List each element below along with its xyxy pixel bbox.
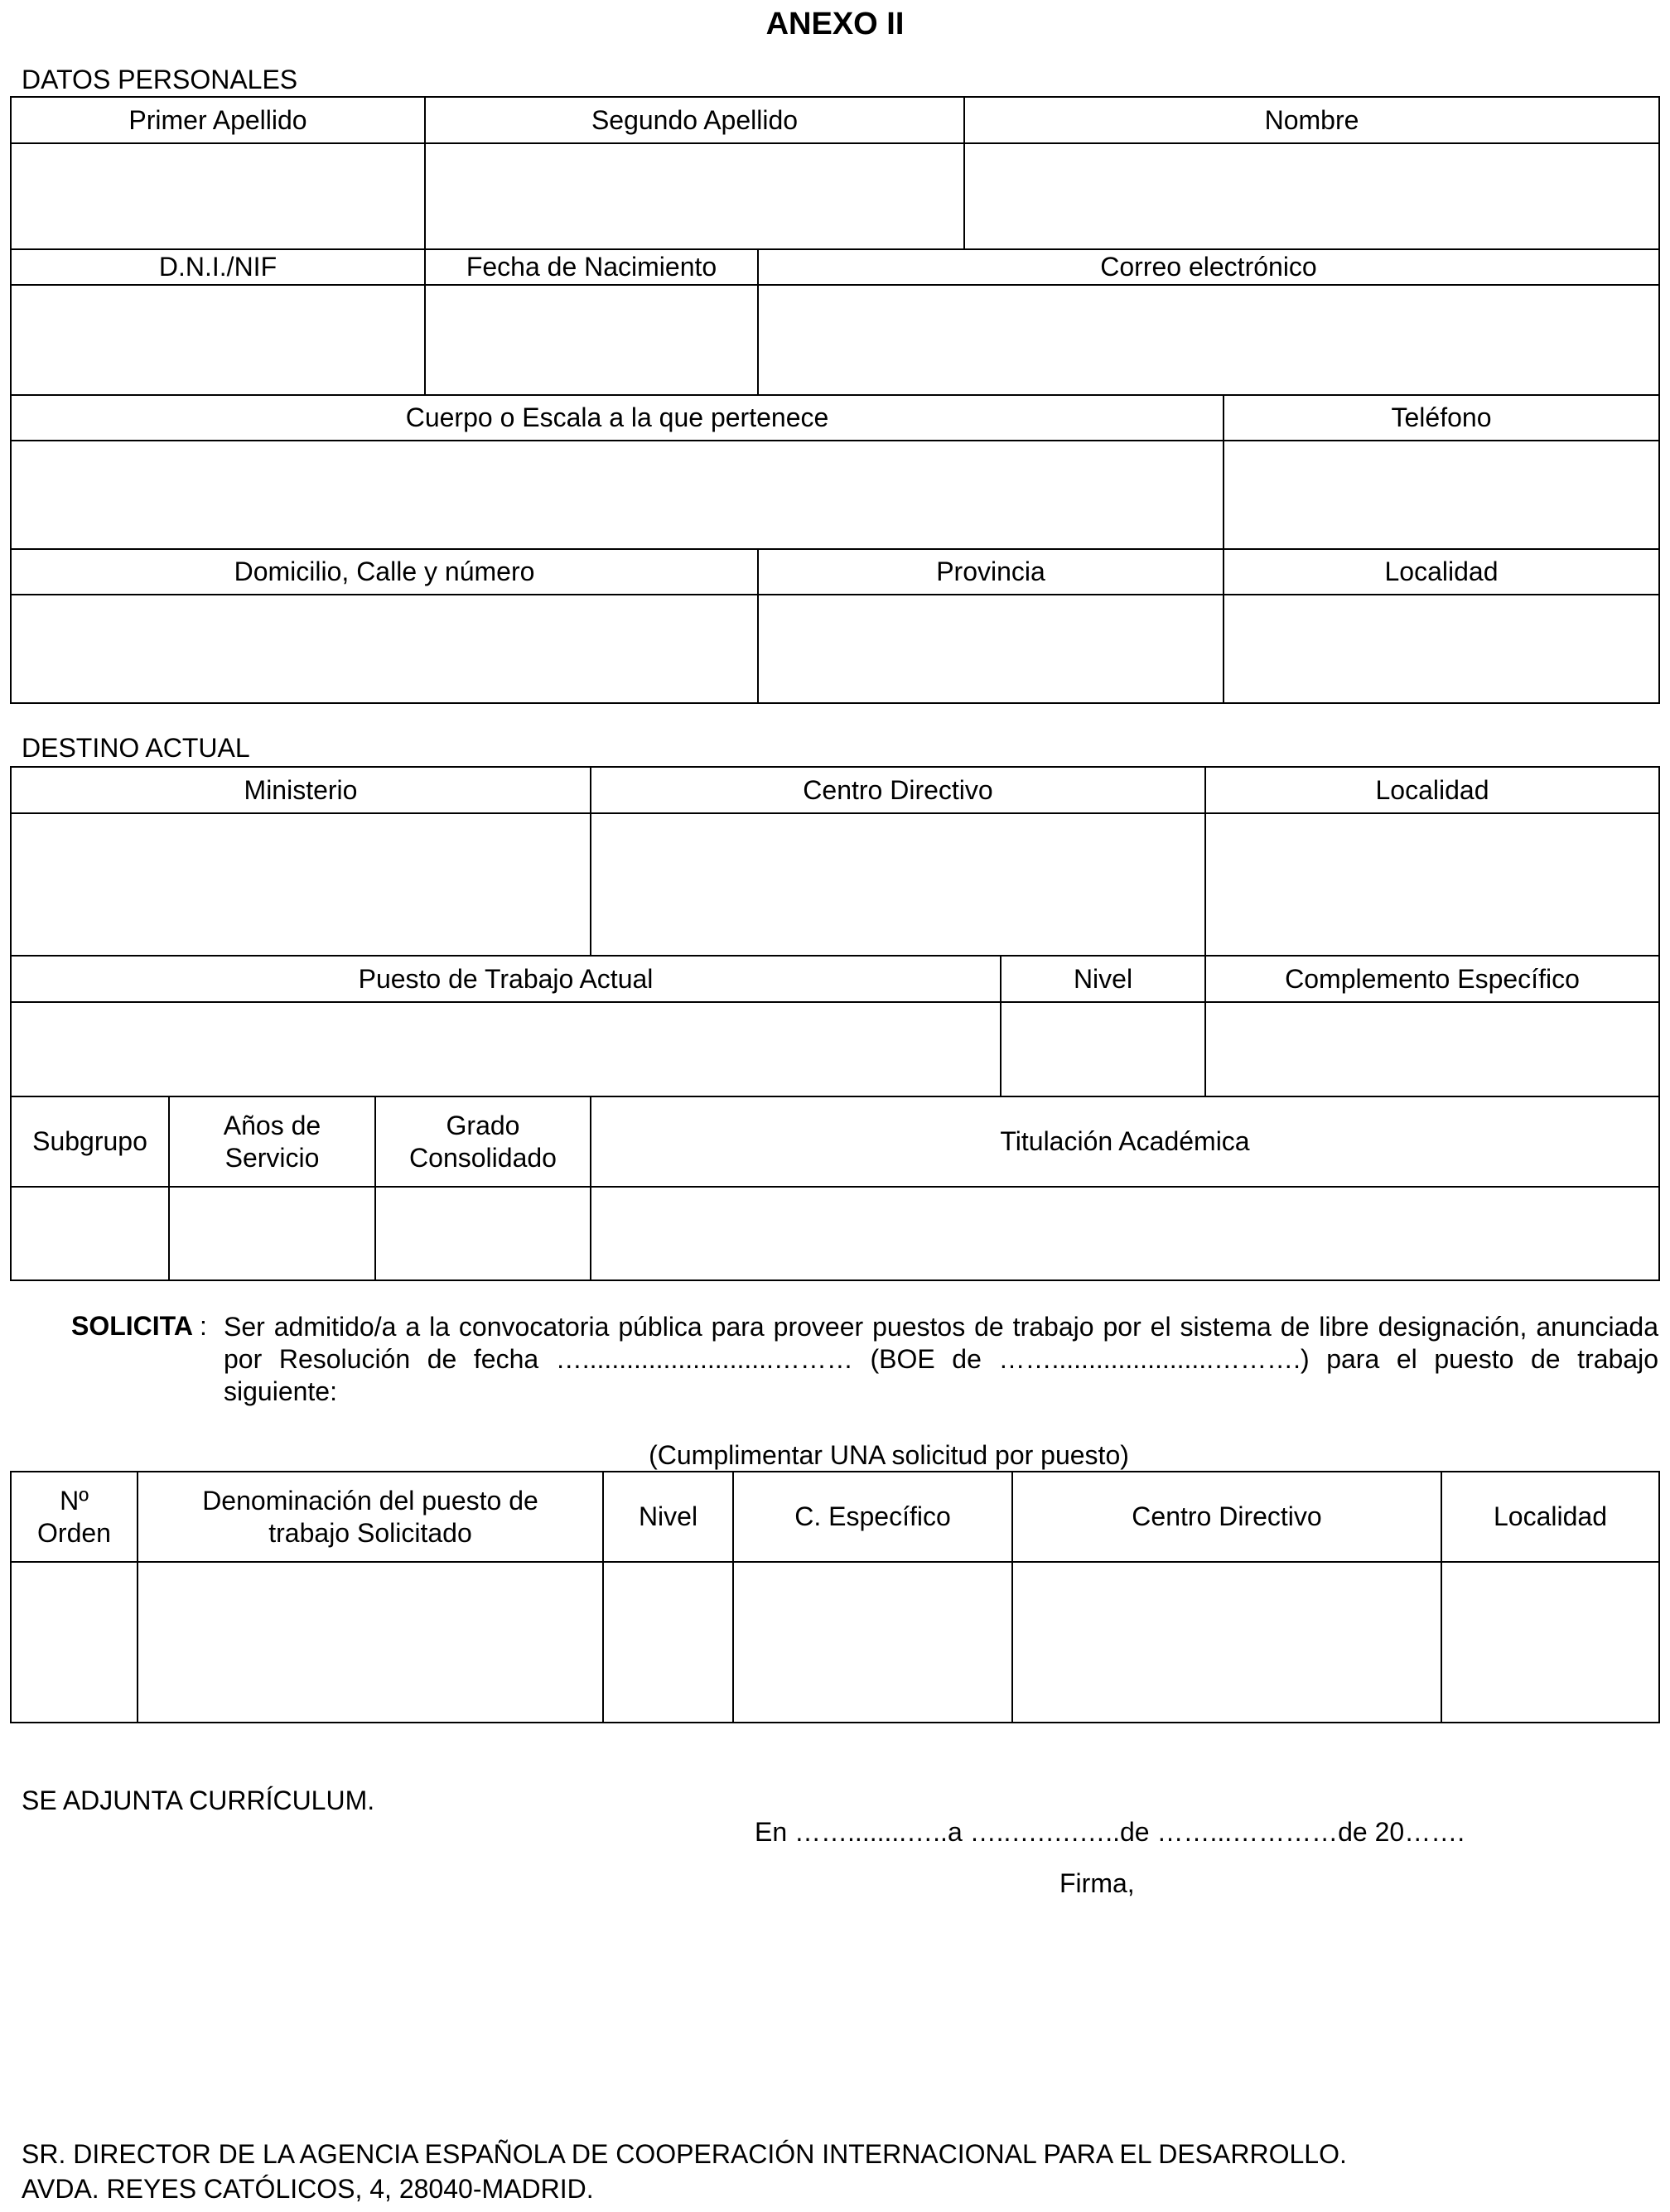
centro-directivo-label: Centro Directivo: [591, 767, 1205, 813]
provincia-field[interactable]: [758, 595, 1224, 703]
personal-data-table-2: [10, 248, 1660, 396]
anos-servicio-label: [169, 1096, 375, 1187]
telefono-field[interactable]: [1224, 441, 1659, 549]
cuerpo-label: Cuerpo o Escala a la que pertenece: [11, 395, 1224, 441]
anos-servicio-line-2: Servicio: [224, 1142, 320, 1173]
anos-servicio-field[interactable]: [169, 1187, 375, 1280]
subgrupo-field[interactable]: [11, 1187, 169, 1280]
puesto-nivel-field[interactable]: [603, 1562, 733, 1723]
grado-line-1: Grado: [446, 1110, 520, 1140]
denominacion-field[interactable]: [138, 1562, 603, 1723]
denominacion-header-line-2: trabajo Solicitado: [268, 1517, 472, 1548]
nombre-label: Nombre: [964, 97, 1659, 143]
solicita-label: SOLICITA: [71, 1311, 193, 1341]
one-request-note: (Cumplimentar UNA solicitud por puesto): [649, 1440, 1129, 1470]
titulacion-label: Titulación Académica: [591, 1096, 1659, 1187]
solicita-colon: :: [200, 1311, 207, 1341]
domicilio-label: Domicilio, Calle y número: [11, 549, 758, 595]
denominacion-header: [138, 1472, 603, 1562]
puesto-actual-label: Puesto de Trabajo Actual: [11, 956, 1001, 1002]
grado-label: [375, 1096, 591, 1187]
date-line: En ……........…..a …..….….…..de ……...…………de 20…….: [755, 1817, 1465, 1847]
puesto-actual-field[interactable]: [11, 1002, 1001, 1096]
addressee-line: SR. DIRECTOR DE LA AGENCIA ESPAÑOLA DE COOPERACIÓN INTERNACIONAL PARA EL DESARROLLO.: [22, 2139, 1347, 2169]
puesto-nivel-header: Nivel: [603, 1472, 733, 1562]
solicita-text: Ser admitido/a a la convocatoria pública para proveer puestos de trabajo por el sistema de libre designación, anunciada por Resolución de fecha …..........................……… (BOE de ……......................……….) para el puesto de trabajo siguiente:: [224, 1312, 1658, 1406]
domicilio-field[interactable]: [11, 595, 758, 703]
fecha-nacimiento-field[interactable]: [425, 285, 758, 395]
personal-data-table-3: [10, 394, 1660, 550]
complemento-field[interactable]: [1205, 1002, 1659, 1096]
signature-label: Firma,: [1059, 1868, 1135, 1898]
cuerpo-field[interactable]: [11, 441, 1224, 549]
segundo-apellido-label: Segundo Apellido: [425, 97, 964, 143]
current-post-table-2: [10, 955, 1660, 1097]
centro-header: Centro Directivo: [1012, 1472, 1441, 1562]
destino-localidad-field[interactable]: [1205, 813, 1659, 956]
grado-line-2: Consolidado: [409, 1142, 557, 1173]
segundo-apellido-field[interactable]: [425, 143, 964, 249]
complemento-label: Complemento Específico: [1205, 956, 1659, 1002]
localidad-field[interactable]: [1224, 595, 1659, 703]
nombre-field[interactable]: [964, 143, 1659, 249]
primer-apellido-field[interactable]: [11, 143, 425, 249]
centro-directivo-field[interactable]: [591, 813, 1205, 956]
personal-data-table-4: [10, 548, 1660, 704]
correo-field[interactable]: [758, 285, 1659, 395]
destino-localidad-label: Localidad: [1205, 767, 1659, 813]
subgrupo-label: Subgrupo: [11, 1096, 169, 1187]
orden-field[interactable]: [11, 1562, 138, 1723]
puesto-localidad-header: Localidad: [1441, 1472, 1659, 1562]
document-title: ANEXO II: [765, 7, 905, 41]
curriculum-note: SE ADJUNTA CURRÍCULUM.: [22, 1786, 375, 1815]
provincia-label: Provincia: [758, 549, 1224, 595]
puesto-localidad-field[interactable]: [1441, 1562, 1659, 1723]
localidad-label: Localidad: [1224, 549, 1659, 595]
especifico-header: C. Específico: [733, 1472, 1012, 1562]
centro-field[interactable]: [1012, 1562, 1441, 1723]
personal-data-table-1: [10, 96, 1660, 250]
anos-servicio-line-1: Años de: [223, 1110, 321, 1140]
requested-posts-table: [10, 1471, 1660, 1723]
denominacion-header-line-1: Denominación del puesto de: [202, 1485, 538, 1516]
section-current-post: DESTINO ACTUAL: [22, 733, 250, 763]
correo-label: Correo electrónico: [758, 249, 1659, 285]
orden-header-line-1: Nº: [60, 1485, 89, 1516]
orden-header: [11, 1472, 138, 1562]
ministerio-label: Ministerio: [11, 767, 591, 813]
nivel-field[interactable]: [1001, 1002, 1205, 1096]
dni-field[interactable]: [11, 285, 425, 395]
orden-header-line-2: Orden: [37, 1517, 111, 1548]
especifico-field[interactable]: [733, 1562, 1012, 1723]
fecha-nacimiento-label: Fecha de Nacimiento: [425, 249, 758, 285]
ministerio-field[interactable]: [11, 813, 591, 956]
dni-label: D.N.I./NIF: [11, 249, 425, 285]
nivel-label: Nivel: [1001, 956, 1205, 1002]
current-post-table-3: [10, 1096, 1660, 1281]
grado-field[interactable]: [375, 1187, 591, 1280]
primer-apellido-label: Primer Apellido: [11, 97, 425, 143]
address-line: AVDA. REYES CATÓLICOS, 4, 28040-MADRID.: [22, 2174, 594, 2204]
telefono-label: Teléfono: [1224, 395, 1659, 441]
section-personal-data: DATOS PERSONALES: [22, 65, 298, 94]
titulacion-field[interactable]: [591, 1187, 1659, 1280]
current-post-table-1: [10, 766, 1660, 957]
